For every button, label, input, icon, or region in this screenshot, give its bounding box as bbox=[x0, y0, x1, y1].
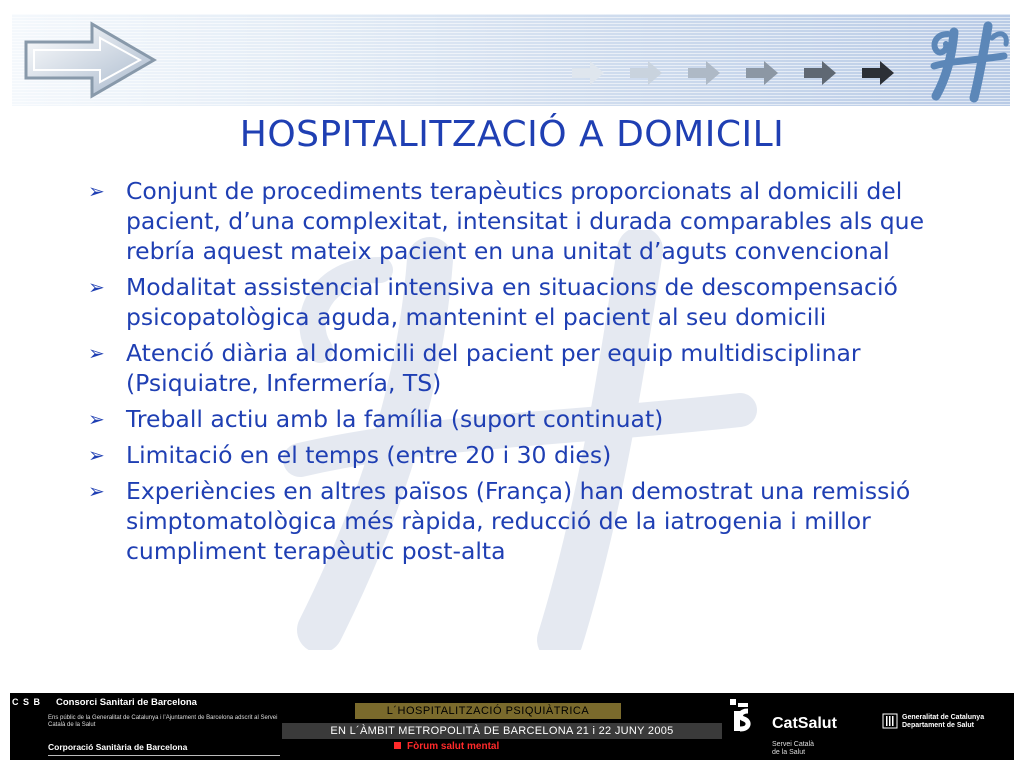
forum-text: Fòrum salut mental bbox=[407, 741, 500, 752]
bullet-item bbox=[86, 440, 936, 470]
bullet-text: Conjunt de procediments terapèutics proporcionats al domicili del pacient, d’una complexitat, intensitat i durada comparables als que rebría aquest mateix pacient en una unitat d’aguts convencional bbox=[126, 177, 925, 265]
bullet-arrow-icon: ➢ bbox=[88, 407, 105, 431]
bullet-text: Modalitat assistencial intensiva en situacions de descompensació psicopatològica aguda, mantenint el pacient al seu domicili bbox=[126, 273, 898, 331]
ens-description: Ens públic de la Generalitat de Catalunya i l’Ajuntament de Barcelona adscrit al Servei Català de la Salut bbox=[48, 715, 278, 728]
bullet-arrow-icon: ➢ bbox=[88, 443, 105, 467]
forum-square-icon bbox=[394, 742, 401, 749]
gencat-line-1: Generalitat de Catalunya bbox=[902, 714, 985, 721]
bullet-text: Experiències en altres països (França) han demostrat una remissió simptomatològica més ràpida, reducció de la iatrogenia i millor cumpliment terapèutic post-alta bbox=[126, 477, 911, 565]
header-banner bbox=[12, 14, 1010, 106]
gencat-line-2: Departament de Salut bbox=[902, 722, 974, 729]
bullet-item bbox=[86, 404, 936, 434]
servei-catala bbox=[772, 741, 814, 757]
bullet-arrow-icon: ➢ bbox=[88, 179, 105, 203]
gencat-text bbox=[902, 714, 984, 730]
catsalut-name: CatSalut bbox=[772, 715, 837, 732]
bullet-text: Atenció diària al domicili del pacient per equip multidisciplinar (Psiquiatre, Infermería, TS) bbox=[126, 339, 861, 397]
servei-line-2: de la Salut bbox=[772, 749, 806, 756]
bullet-item bbox=[86, 272, 936, 332]
servei-line-1: Servei Català bbox=[772, 741, 815, 748]
small-arrows-icon bbox=[572, 58, 932, 88]
gencat-logo-icon bbox=[882, 713, 898, 729]
h-logo-icon bbox=[926, 20, 1010, 104]
bullet-arrow-icon: ➢ bbox=[88, 479, 105, 503]
bullet-arrow-icon: ➢ bbox=[88, 341, 105, 365]
bullet-item bbox=[86, 338, 936, 398]
csb-logo-text: C S B bbox=[12, 697, 42, 707]
footer-divider bbox=[48, 755, 280, 756]
catsalut-logo-icon bbox=[726, 697, 766, 737]
forum-label bbox=[394, 741, 499, 752]
big-arrow-icon bbox=[22, 20, 162, 100]
corporacio-name: Corporació Sanitària de Barcelona bbox=[48, 742, 188, 752]
slide-title: HOSPITALITZACIÓ A DOMICILI bbox=[239, 114, 785, 155]
event-subtitle: EN L´ÀMBIT METROPOLITÀ DE BARCELONA 21 i 22 JUNY 2005 bbox=[282, 723, 722, 739]
bullet-text: Limitació en el temps (entre 20 i 30 dies) bbox=[126, 441, 612, 469]
event-title: L´HOSPITALITZACIÓ PSIQUIÀTRICA bbox=[355, 703, 621, 719]
bullet-item bbox=[86, 476, 936, 566]
consorci-name: Consorci Sanitari de Barcelona bbox=[56, 697, 197, 708]
bullet-list bbox=[86, 176, 936, 572]
bullet-text: Treball actiu amb la família (suport continuat) bbox=[126, 405, 664, 433]
bullet-arrow-icon: ➢ bbox=[88, 275, 105, 299]
bullet-item bbox=[86, 176, 936, 266]
footer-bar bbox=[10, 693, 1014, 760]
